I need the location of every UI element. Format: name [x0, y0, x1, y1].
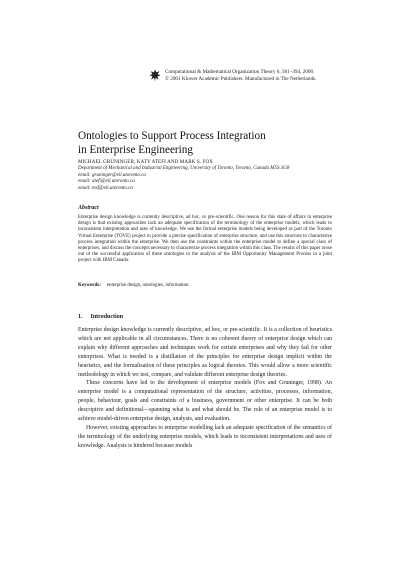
- journal-info: [165, 69, 316, 83]
- section-title: Introduction: [90, 314, 124, 320]
- body-paragraph: Enterprise design knowledge is currently descriptive, ad hoc, or pre-scientific. It is a collection of heuristics which are not applicable in all circumstances. There is no coherent theory of enterprise design which can explain why different approaches and techniques work for certain enterprises and why they fail for other enterprises. What is needed is a distillation of the principles for enterprise design implicit within the heuristics, and the formalisation of these principles as logical theories. This would allow a more scientific methodology in which we test, compare, and validate different enterprise design theories.: [78, 327, 332, 378]
- body-paragraph: However, existing approaches to enterprise modelling lack an adequate specification of the semantics of the terminology of the underlying enterprise models, which leads to inconsistent interpretations and uses of knowledge. Analysis is hindered because models: [78, 424, 332, 449]
- email-line: email: atefi@eil.utoronto.ca: [78, 179, 135, 185]
- body-paragraph: These concerns have led to the development of enterprise models (Fox and Gruninger, 1998). An enterprise model is a computational representation of the structure, activities, processes, information, people, behaviour, goals and constraints of a business, government or other enterprise. It can be both descriptive and definitional—spanning what is and what should be. The role of an enterprise model is to achieve model-driven enterprise design, analysis, and evaluation.: [78, 380, 332, 423]
- email-list: [78, 173, 146, 192]
- section-body: [78, 326, 332, 451]
- email-line: email: msf@eil.utoronto.ca: [78, 185, 133, 191]
- affiliation: Department of Mechanical and Industrial Engineering, University of Toronto, Toronto, Canada M5S 3G8: [78, 166, 290, 171]
- paper-title: [78, 130, 266, 157]
- journal-citation: Computational & Mathematical Organization Theory 6, 381–394, 2000.: [165, 69, 315, 75]
- author-list: MICHAEL GRÜNINGER, KATY ATEFI AND MARK S. FOX: [78, 159, 214, 165]
- section-number: 1.: [78, 314, 83, 320]
- email-line: email: gruninger@eil.utoronto.ca: [78, 173, 146, 178]
- publisher-logo-icon: [149, 69, 161, 82]
- section-heading: [78, 314, 123, 320]
- title-line-1: Ontologies to Support Process Integration: [78, 130, 266, 142]
- keywords-text: enterprise design, ontologies, information: [106, 283, 189, 288]
- keywords-label: Keywords:: [78, 283, 101, 288]
- abstract-heading: Abstract: [78, 205, 99, 211]
- abstract-text: Enterprise design knowledge is currently descriptive, ad hoc, or pre-scientific. One reason for this state of affairs in enterprise design is that existing approaches lack an adequate specification of the terminology of the enterprise models, which leads to inconsistent interpretation and uses of knowledge. We use the formal enterprise models being developed as part of the Toronto Virtual Enterprise (TOVE) project to provide a precise specification of enterprise structure, and use this structure to characterize process integration within the enterprise. We then use the constraints within the enterprise model to define a special class of enterprises, and discuss the concepts necessary to characterize process integration within this class. The results of this paper arose out of the successful application of these ontologies to the analysis of the IBM Opportunity Management Process in a joint project with IBM Canada.: [78, 215, 332, 264]
- copyright-line: © 2001 Kluwer Academic Publishers. Manufactured in The Netherlands.: [165, 76, 317, 82]
- title-line-2: in Enterprise Engineering: [78, 143, 193, 156]
- keywords-line: [78, 283, 188, 288]
